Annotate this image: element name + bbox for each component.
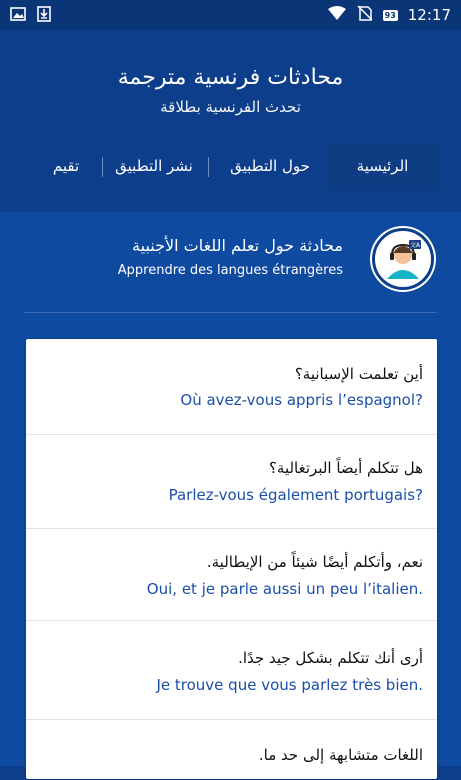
status-time: 12:17 xyxy=(407,6,451,24)
list-item[interactable] xyxy=(26,435,437,529)
tab-about-app[interactable]: حول التطبيق xyxy=(230,157,310,175)
phrase-french: Parlez-vous également portugais? xyxy=(168,486,423,504)
list-item[interactable] xyxy=(26,720,437,780)
app-header xyxy=(0,30,461,212)
phrase-french: Je trouve que vous parlez très bien. xyxy=(156,676,423,694)
tab-home[interactable]: الرئيسية xyxy=(328,142,437,190)
download-icon xyxy=(36,6,52,26)
topic-header xyxy=(0,220,461,310)
app-subtitle: تحدث الفرنسية بطلاقة xyxy=(160,98,301,116)
no-sim-icon xyxy=(357,5,373,25)
topic-title-arabic: محادثة حول تعلم اللغات الأجنبية xyxy=(132,236,343,255)
phrase-arabic: أرى أنك تتكلم بشكل جيد جدًا. xyxy=(238,649,423,667)
tab-separator xyxy=(208,157,209,177)
image-icon xyxy=(10,6,26,26)
translator-avatar-icon xyxy=(372,228,434,290)
phrase-french: Où avez-vous appris l’espagnol? xyxy=(180,391,423,409)
topic-title-french: Apprendre des langues étrangères xyxy=(117,263,343,278)
phrase-list xyxy=(26,339,437,779)
status-bar xyxy=(0,0,461,30)
phrase-arabic: اللغات متشابهة إلى حد ما. xyxy=(258,746,423,764)
wifi-icon xyxy=(327,5,347,25)
divider xyxy=(24,312,437,313)
battery-icon: 93 xyxy=(384,10,396,20)
svg-text:文A: 文A xyxy=(409,242,421,249)
tab-bar xyxy=(0,142,461,190)
list-item[interactable] xyxy=(26,339,437,435)
app-title: محادثات فرنسية مترجمة xyxy=(117,65,344,90)
tab-separator xyxy=(102,157,103,177)
list-item[interactable] xyxy=(26,621,437,720)
phrase-arabic: أين تعلمت الإسبانية؟ xyxy=(294,365,423,383)
tab-rate[interactable]: تقيم xyxy=(52,157,80,175)
list-item[interactable] xyxy=(26,529,437,621)
phrase-french: Oui, et je parle aussi un peu l’italien. xyxy=(146,580,423,598)
phrase-arabic: هل تتكلم أيضاً البرتغالية؟ xyxy=(268,459,423,477)
phrase-arabic: نعم، وأتكلم أيضًا شيئاً من الإيطالية. xyxy=(206,553,423,571)
tab-share-app[interactable]: نشر التطبيق xyxy=(115,157,193,175)
